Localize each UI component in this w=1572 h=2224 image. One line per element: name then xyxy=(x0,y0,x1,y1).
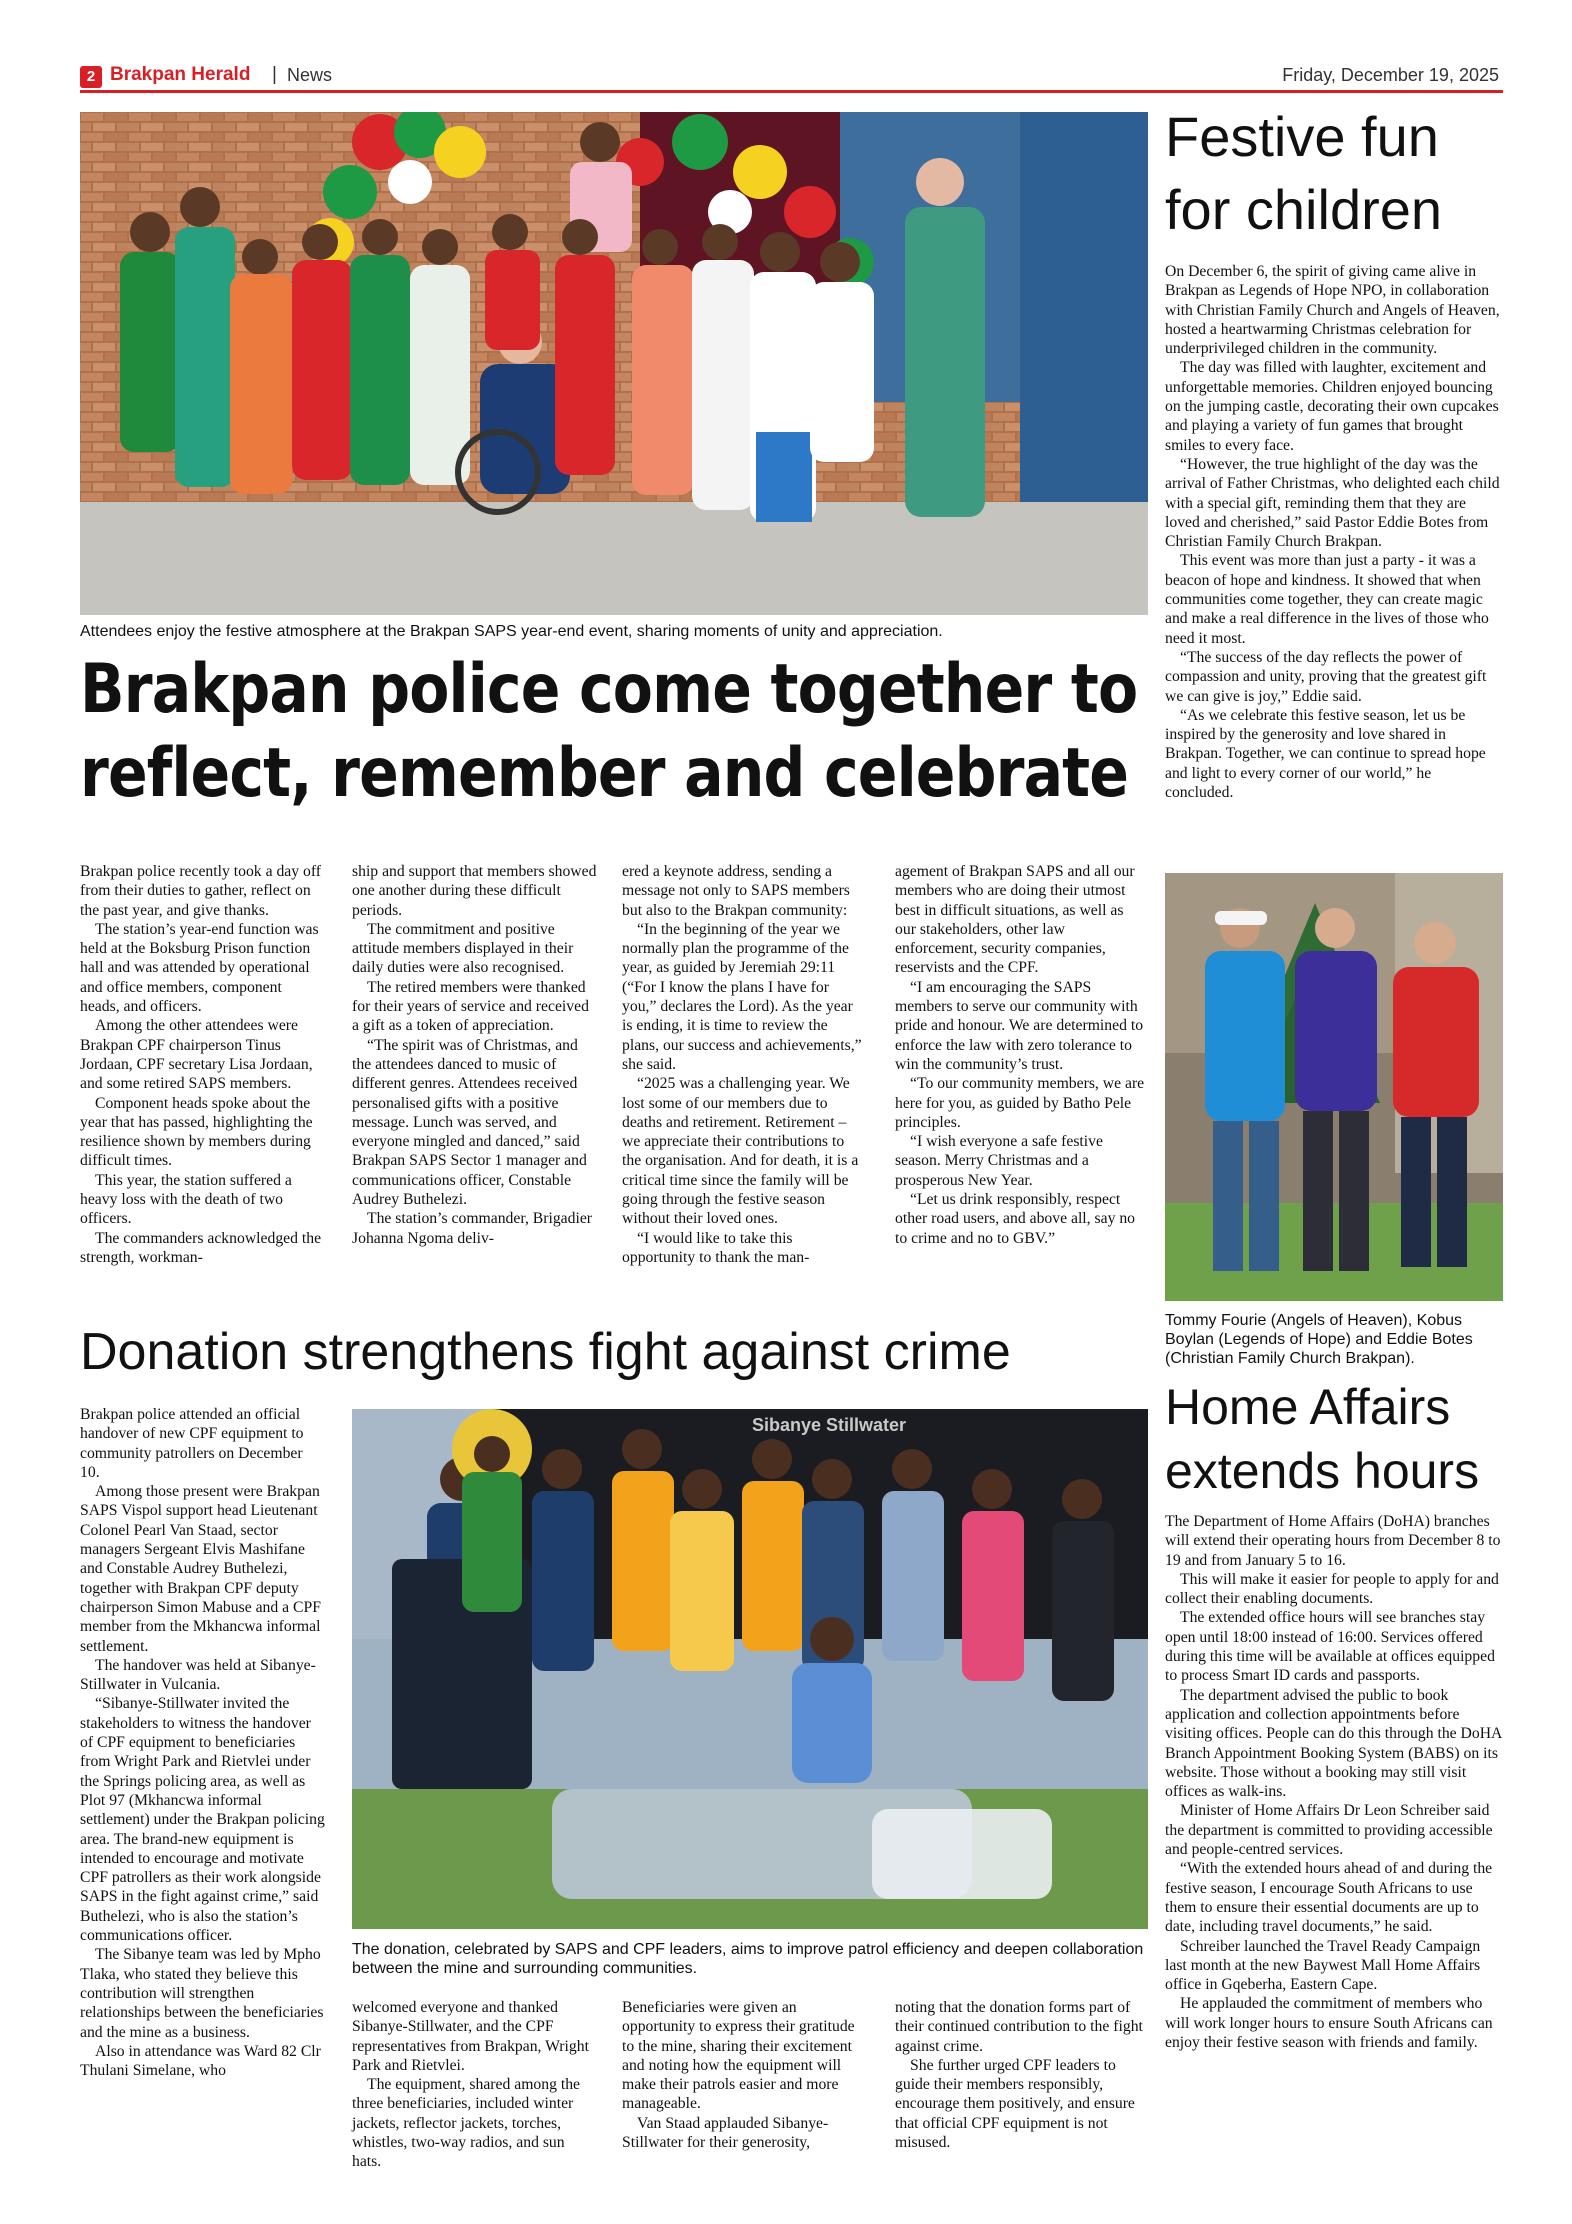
festive-photo xyxy=(1165,873,1503,1301)
paragraph: Also in attendance was Ward 82 Clr Thulani Simelane, who xyxy=(80,2042,321,2080)
police-headline-line2: reflect, remember and celebrate xyxy=(80,734,1129,813)
paragraph: The station’s year-end function was held at the Boksburg Prison function hall and was attended by operational and office members, component heads, and officers. xyxy=(80,920,319,1016)
paragraph: The retired members were thanked for their years of service and received a gift as a token of appreciation. xyxy=(352,978,589,1035)
police-column-4 xyxy=(895,862,1145,1248)
home-affairs-headline-line2: extends hours xyxy=(1165,1443,1480,1499)
paragraph: The handover was held at Sibanye-Stillwater in Vulcania. xyxy=(80,1656,316,1694)
paragraph: “As we celebrate this festive season, let us be inspired by the generosity and love shared in Brakpan. Together, we can continue to spread hope and light to every corner of our world,” he concluded. xyxy=(1165,706,1486,802)
paragraph: He applauded the commitment of members who will work longer hours to ensure South Africans can enjoy their festive season with friends and family. xyxy=(1165,1995,1493,2052)
police-celebration-photo xyxy=(80,112,1148,615)
donation-photo-caption: The donation, celebrated by SAPS and CPF leaders, aims to improve patrol efficiency and deepen collaboration between the mine and surrounding communities. xyxy=(352,1941,1144,1977)
paragraph: ship and support that members showed one another during these difficult periods. xyxy=(352,863,597,919)
police-headline xyxy=(80,648,1138,816)
paragraph: “Let us drink responsibly, respect other road users, and above all, say no to crime and no to GBV.” xyxy=(895,1191,1136,1247)
paragraph: Among the other attendees were Brakpan CPF chairperson Tinus Jordaan, CPF secretary Lisa Jordaan, and some retired SAPS members. xyxy=(80,1017,313,1093)
paragraph: “I am encouraging the SAPS members to serve our community with pride and honour. We are determined to enforce the law with zero tolerance to win the community’s trust. xyxy=(895,978,1144,1073)
paragraph: noting that the donation forms part of their continued contribution to the fight against crime. xyxy=(895,1999,1143,2055)
paper-name: Brakpan Herald xyxy=(110,64,251,85)
paragraph: Van Staad applauded Sibanye-Stillwater for their generosity, xyxy=(622,2114,829,2152)
police-headline-line1: Brakpan police come together to xyxy=(80,650,1138,729)
festive-photo-caption: Tommy Fourie (Angels of Heaven), Kobus Boylan (Legends of Hope) and Eddie Botes (Christian Family Church Brakpan). xyxy=(1165,1312,1473,1367)
donation-column-3 xyxy=(622,1998,867,2152)
paragraph: “To our community members, we are here for you, as guided by Batho Pele principles. xyxy=(895,1075,1145,1131)
page-number: 2 xyxy=(80,66,102,88)
paragraph: “However, the true highlight of the day was the arrival of Father Christmas, who delighted each child with a special gift, reminding them that they are loved and cherished,” said Pastor Eddie Botes from Christian Family Church Brakpan. xyxy=(1165,455,1500,551)
donation-column-1 xyxy=(80,1405,325,2080)
paragraph: Among those present were Brakpan SAPS Vispol support head Lieutenant Colonel Pearl Van Staad, sector managers Sergeant Elvis Mashifane and Constable Audrey Buthelezi, together with Brakpan CPF deputy chairperson Simon Mabuse and a CPF member from the Mkhancwa informal settlement. xyxy=(80,1483,321,1655)
paragraph: Beneficiaries were given an opportunity to express their gratitude to the mine, sharing their excitement and noting how the equipment will make their patrols easier and more manageable. xyxy=(622,1999,855,2113)
paragraph: The extended office hours will see branches stay open until 18:00 instead of 16:00. Services offered during this time will be available at offices equipped to process Smart ID cards and passports. xyxy=(1165,1609,1495,1685)
paragraph: “Sibanye-Stillwater invited the stakeholders to witness the handover of CPF equipment to beneficiaries from Wright Park and Rietvlei under the Springs policing area, as well as Plot 97 (Mkhancwa informal settlement) under the Brakpan policing area. The brand-new equipment is intended to encourage and motivate CPF patrollers as their work alongside SAPS in the fight against crime,” said Buthelezi, who is also the station’s communications officer. xyxy=(80,1695,325,1945)
home-affairs-body xyxy=(1165,1512,1503,2052)
paragraph: She further urged CPF leaders to guide their members responsibly, encourage them positively, and ensure that official CPF equipment is not misused. xyxy=(895,2056,1135,2152)
issue-date: Friday, December 19, 2025 xyxy=(1282,65,1499,85)
paragraph: On December 6, the spirit of giving came alive in Brakpan as Legends of Hope NPO, in collaboration with Christian Family Church and Angels of Heaven, hosted a heartwarming Christmas celebration for underprivileged children in the community. xyxy=(1165,263,1500,358)
home-affairs-headline-line1: Home Affairs xyxy=(1165,1379,1451,1435)
festive-body xyxy=(1165,262,1503,802)
paragraph: This year, the station suffered a heavy loss with the death of two officers. xyxy=(80,1171,292,1228)
paragraph: “The spirit was of Christmas, and the attendees danced to music of different genres. Attendees received personalised gifts with a positive message. Lunch was served, and everyone mingled and danced,” said Brakpan SAPS Sector 1 manager and communications officer, Constable Audrey Buthelezi. xyxy=(352,1036,587,1209)
paragraph: The department advised the public to book application and collection appointments before visiting offices. People can do this through the DoHA Branch Appointment Booking System (BABS) on its website. Those without a booking may still visit offices as walk-ins. xyxy=(1165,1686,1502,1801)
header-rule xyxy=(80,90,1503,93)
donation-column-4 xyxy=(895,1998,1145,2152)
paragraph: This event was more than just a party - it was a beacon of hope and kindness. It showed that when communities come together, they can create magic and make a real difference in the lives of those who need it most. xyxy=(1165,552,1489,647)
paragraph: The Department of Home Affairs (DoHA) branches will extend their operating hours from December 8 to 19 and from January 5 to 16. xyxy=(1165,1513,1501,1569)
paragraph: “With the extended hours ahead of and during the festive season, I encourage South Africans to use them to ensure their essential documents are up to date, including travel documents,” he said. xyxy=(1165,1860,1493,1936)
paragraph: agement of Brakpan SAPS and all our members who are doing their utmost best in difficult situations, as well as our stakeholders, other law enforcement, security companies, reservists and the CPF. xyxy=(895,863,1135,977)
police-column-1 xyxy=(80,862,325,1267)
home-affairs-headline xyxy=(1165,1375,1505,1503)
paragraph: welcomed everyone and thanked Sibanye-Stillwater, and the CPF representatives from Brakpan, Wright Park and Rietvlei. xyxy=(352,1999,589,2074)
festive-headline xyxy=(1165,100,1505,246)
festive-headline-line1: Festive fun xyxy=(1165,105,1439,168)
donation-headline: Donation strengthens fight against crime xyxy=(80,1323,1011,1381)
festive-headline-line2: for children xyxy=(1165,178,1443,241)
paragraph: “I would like to take this opportunity to thank the man- xyxy=(622,1229,810,1266)
paragraph: “I wish everyone a safe festive season. Merry Christmas and a prosperous New Year. xyxy=(895,1133,1103,1189)
section-name: News xyxy=(287,65,333,85)
paragraph: Schreiber launched the Travel Ready Campaign last month at the new Baywest Mall Home Affairs office in Gqeberha, Eastern Cape. xyxy=(1165,1937,1481,1994)
paragraph: The day was filled with laughter, excitement and unforgettable memories. Children enjoyed bouncing on the jumping castle, decorating their own cupcakes and playing a variety of fun games that brought smiles to every face. xyxy=(1165,359,1499,454)
donation-column-2 xyxy=(352,1998,597,2172)
header-separator: | xyxy=(272,64,277,85)
paragraph: Brakpan police attended an official handover of new CPF equipment to community patrollers on December 10. xyxy=(80,1406,304,1481)
paragraph: Component heads spoke about the year that has passed, highlighting the resilience shown by members during difficult times. xyxy=(80,1094,313,1170)
paragraph: The Sibanye team was led by Mpho Tlaka, who stated they believe this contribution will strengthen relationships between the beneficiaries and the mine as a business. xyxy=(80,1946,324,2041)
police-column-3 xyxy=(622,862,867,1267)
paragraph: Minister of Home Affairs Dr Leon Schreiber said the department is committed to providing accessible and people-centred services. xyxy=(1165,1802,1493,1859)
paragraph: The station’s commander, Brigadier Johanna Ngoma deliv- xyxy=(352,1210,593,1247)
paragraph: ered a keynote address, sending a message not only to SAPS members but also to the Brakpan community: xyxy=(622,863,850,919)
police-column-2 xyxy=(352,862,597,1248)
paragraph: “The success of the day reflects the power of compassion and unity, proving that the greatest gift we can give is joy,” Eddie said. xyxy=(1165,648,1487,705)
paragraph: The equipment, shared among the three beneficiaries, included winter jackets, reflector jackets, torches, whistles, two-way radios, and sun hats. xyxy=(352,2076,581,2171)
paragraph: “In the beginning of the year we normally plan the programme of the year, as guided by Jeremiah 29:11 (“For I know the plans I have for you,” declares the Lord). As the year is ending, it is time to review the plans, our success and achievements,” she said. xyxy=(622,920,862,1073)
paragraph: “2025 was a challenging year. We lost some of our members due to deaths and retirement. Retirement – we appreciate their contributions to the organisation. And for death, it is a critical time since the family will be going through the festive season without their loved ones. xyxy=(622,1075,859,1228)
paragraph: The commitment and positive attitude members displayed in their daily duties were also recognised. xyxy=(352,920,574,977)
paragraph: Brakpan police recently took a day off from their duties to gather, reflect on the past year, and give thanks. xyxy=(80,863,322,919)
paragraph: This will make it easier for people to apply for and collect their enabling documents. xyxy=(1165,1570,1499,1608)
police-photo-caption: Attendees enjoy the festive atmosphere at the Brakpan SAPS year-end event, sharing moments of unity and appreciation. xyxy=(80,623,943,640)
paragraph: The commanders acknowledged the strength, workman- xyxy=(80,1229,322,1266)
donation-photo xyxy=(352,1409,1148,1929)
banner-text: Sibanye Stillwater xyxy=(752,1415,907,1435)
